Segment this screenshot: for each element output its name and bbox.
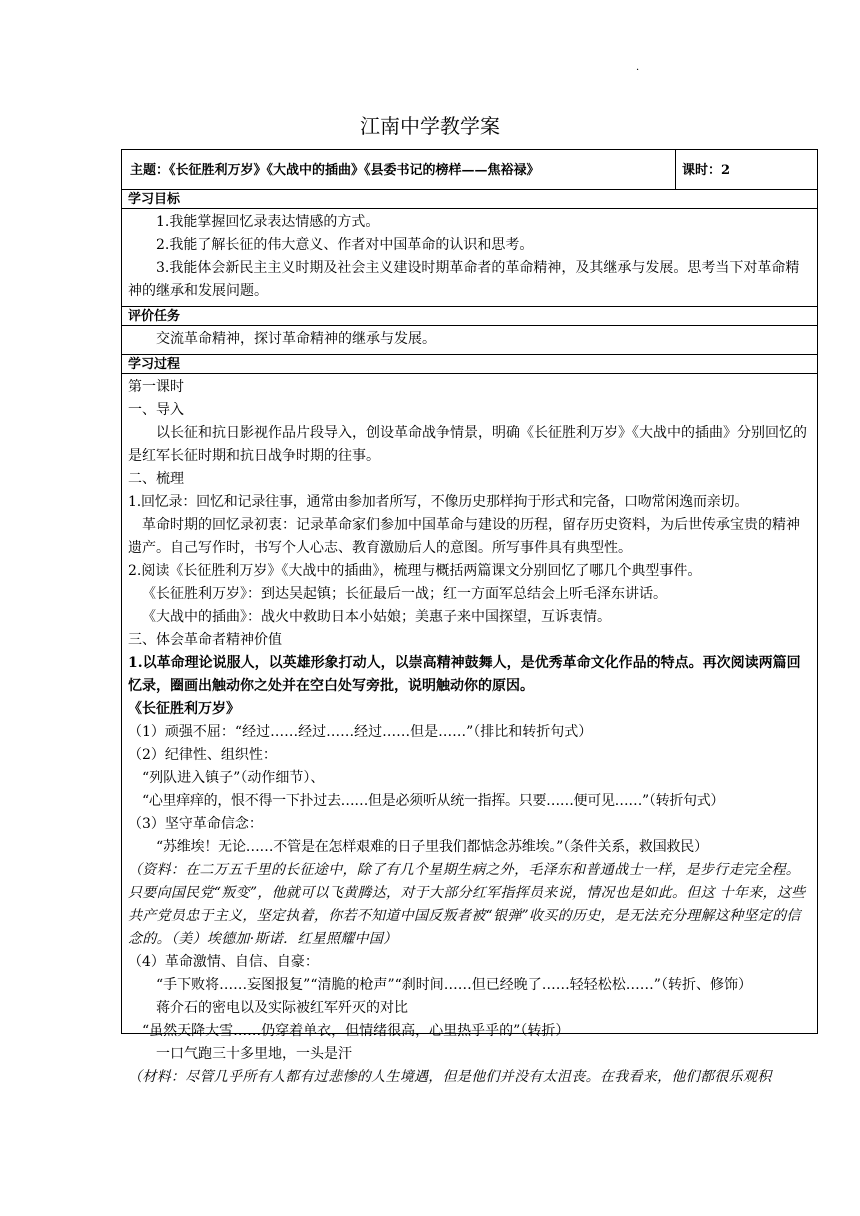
document-title: 江南中学教学案 xyxy=(360,114,500,138)
process-line: 第一课时 xyxy=(128,379,184,395)
process-line: 二、梳理 xyxy=(128,471,184,487)
process-line: “心里痒痒的，恨不得一下扑过去……但是必须听从统一指挥。只要……便可见……”（转折句式） xyxy=(142,793,725,809)
topic-cell: 主题：《长征胜利万岁》《大战中的插曲》《县委书记的榜样——焦裕禄》 xyxy=(122,150,676,189)
process-line: “苏维埃！无论……不管是在怎样艰难的日子里我们都惦念苏维埃。”（条件关系，救国救民） xyxy=(156,839,708,855)
process-body xyxy=(121,374,818,1085)
header-row xyxy=(121,150,818,190)
class-hours-cell: 课时：2 xyxy=(682,163,731,178)
process-line: （资料：在二万五千里的长征途中，除了有几个星期生病之外，毛泽东和普通战士一样，是步行走完全程。只要向国民党“叛变”，他就可以飞黄腾达，对于大部分红军指挥员来说，情况也是如此。但这 十年来，这些共产党员忠于主义，坚定执着，你若不知道中国反叛者被“银弹”收买的历史，是无法充分理解这种坚定的信念的。（美）埃德加·斯诺．红星照耀中国） xyxy=(128,862,806,947)
lesson-plan-table xyxy=(121,149,818,1085)
process-line: 一口气跑三十多里地，一头是汗 xyxy=(156,1046,352,1062)
corner-mark: · xyxy=(636,65,640,76)
process-line: 以长征和抗日影视作品片段导入，创设革命战争情景，明确《长征胜利万岁》《大战中的插曲》分别回忆的是红军长征时期和抗日战争时期的往事。 xyxy=(128,425,807,464)
goals-body xyxy=(121,209,818,307)
assessment-text: 交流革命精神，探讨革命精神的继承与发展。 xyxy=(156,331,436,347)
goal-item: 2.我能了解长征的伟大意义、作者对中国革命的认识和思考。 xyxy=(156,237,534,253)
process-line: 1.回忆录：回忆和记录往事，通常由参加者所写，不像历史那样拘于形式和完备，口吻常闲逸而亲切。 xyxy=(128,494,749,510)
process-line: 蒋介石的密电以及实际被红军歼灭的对比 xyxy=(156,1000,408,1016)
process-line: 一、导入 xyxy=(128,402,184,418)
process-line: “列队进入镇子”（动作细节）、 xyxy=(142,770,325,786)
process-line: 《大战中的插曲》：战火中救助日本小姑娘；美惠子来中国探望，互诉衷情。 xyxy=(142,609,611,625)
process-line: 《长征胜利万岁》 xyxy=(128,701,240,717)
process-heading: 学习过程 xyxy=(121,355,818,374)
process-line: “虽然天降大雪……仍穿着单衣，但情绪很高，心里热乎乎的”（转折） xyxy=(142,1023,570,1039)
assessment-heading: 评价任务 xyxy=(121,307,818,326)
process-line: 2.阅读《长征胜利万岁》《大战中的插曲》，梳理与概括两篇课文分别回忆了哪几个典型事件。 xyxy=(128,563,702,579)
goal-item: 1.我能掌握回忆录表达情感的方式。 xyxy=(156,214,380,230)
process-line: （2）纪律性、组织性： xyxy=(128,747,277,763)
goals-heading: 学习目标 xyxy=(121,190,818,209)
process-line: 1.以革命理论说服人，以英雄形象打动人，以崇高精神鼓舞人，是优秀革命文化作品的特点。再次阅读两篇回忆录，圈画出触动你之处并在空白处写旁批，说明触动你的原因。 xyxy=(128,655,801,694)
process-line: （4）革命激情、自信、自豪： xyxy=(128,954,319,970)
process-line: （1）顽强不屈：“经过……经过……经过……但是……”（排比和转折句式） xyxy=(128,724,593,740)
process-line: （材料：尽管几乎所有人都有过悲惨的人生境遇，但是他们并没有太沮丧。在我看来，他们都很乐观积 xyxy=(128,1069,772,1085)
assessment-body xyxy=(121,326,818,355)
process-line: 革命时期的回忆录初衷：记录革命家们参加中国革命与建设的历程，留存历史资料，为后世传承宝贵的精神遗产。自己写作时，书写个人心志、教育激励后人的意图。所写事件具有典型性。 xyxy=(128,517,800,556)
process-line: （3）坚守革命信念： xyxy=(128,816,263,832)
process-line: “手下败将……妄图报复”“清脆的枪声”“刹时间……但已经晚了……轻轻松松……”（转折、修饰） xyxy=(156,977,752,993)
process-line: 《长征胜利万岁》：到达吴起镇；长征最后一战；红一方面军总结会上听毛泽东讲话。 xyxy=(142,586,667,602)
goal-item: 3.我能体会新民主主义时期及社会主义建设时期革命者的革命精神，及其继承与发展。思考当下对革命精神的继承和发展问题。 xyxy=(128,260,800,299)
process-line: 三、体会革命者精神价值 xyxy=(128,632,282,648)
